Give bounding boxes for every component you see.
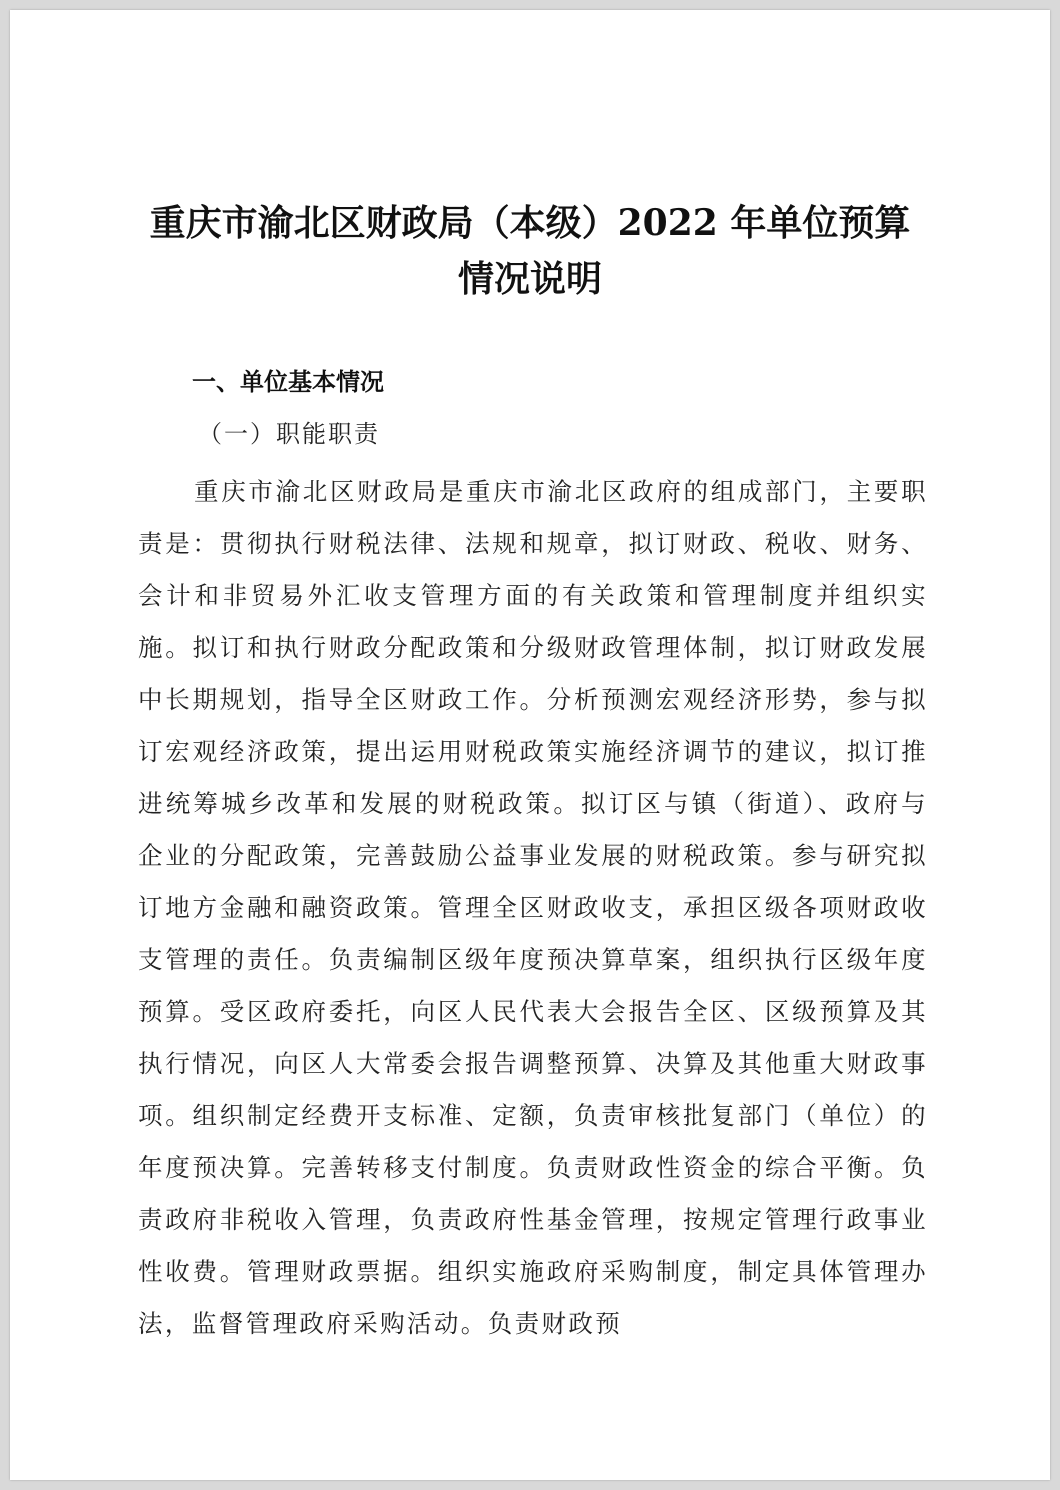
document-page: [10, 10, 1050, 1480]
subsection-heading-functions: （一）职能职责: [198, 420, 380, 448]
section-heading-unit-basic-info: 一、单位基本情况: [192, 368, 384, 396]
document-title-line-2: 情况说明: [457, 258, 602, 300]
document-title-line-1: 重庆市渝北区财政局（本级）2022 年单位预算: [149, 202, 911, 244]
body-paragraph: 重庆市渝北区财政局是重庆市渝北区政府的组成部门，主要职责是：贯彻执行财税法律、法规和规章，拟订财政、税收、财务、会计和非贸易外汇收支管理方面的有关政策和管理制度并组织实施。拟订和执行财政分配政策和分级财政管理体制，拟订财政发展中长期规划，指导全区财政工作。分析预测宏观经济形势，参与拟订宏观经济政策，提出运用财税政策实施经济调节的建议，拟订推进统筹城乡改革和发展的财税政策。拟订区与镇（街道）、政府与企业的分配政策，完善鼓励公益事业发展的财税政策。参与研究拟订地方金融和融资政策。管理全区财政收支，承担区级各项财政收支管理的责任。负责编制区级年度预决算草案，组织执行区级年度预算。受区政府委托，向区人民代表大会报告全区、区级预算及其执行情况，向区人大常委会报告调整预算、决算及其他重大财政事项。组织制定经费开支标准、定额，负责审核批复部门（单位）的年度预决算。完善转移支付制度。负责财政性资金的综合平衡。负责政府非税收入管理，负责政府性基金管理，按规定管理行政事业性收费。管理财政票据。组织实施政府采购制度，制定具体管理办法，监督管理政府采购活动。负责财政预: [138, 477, 928, 1338]
